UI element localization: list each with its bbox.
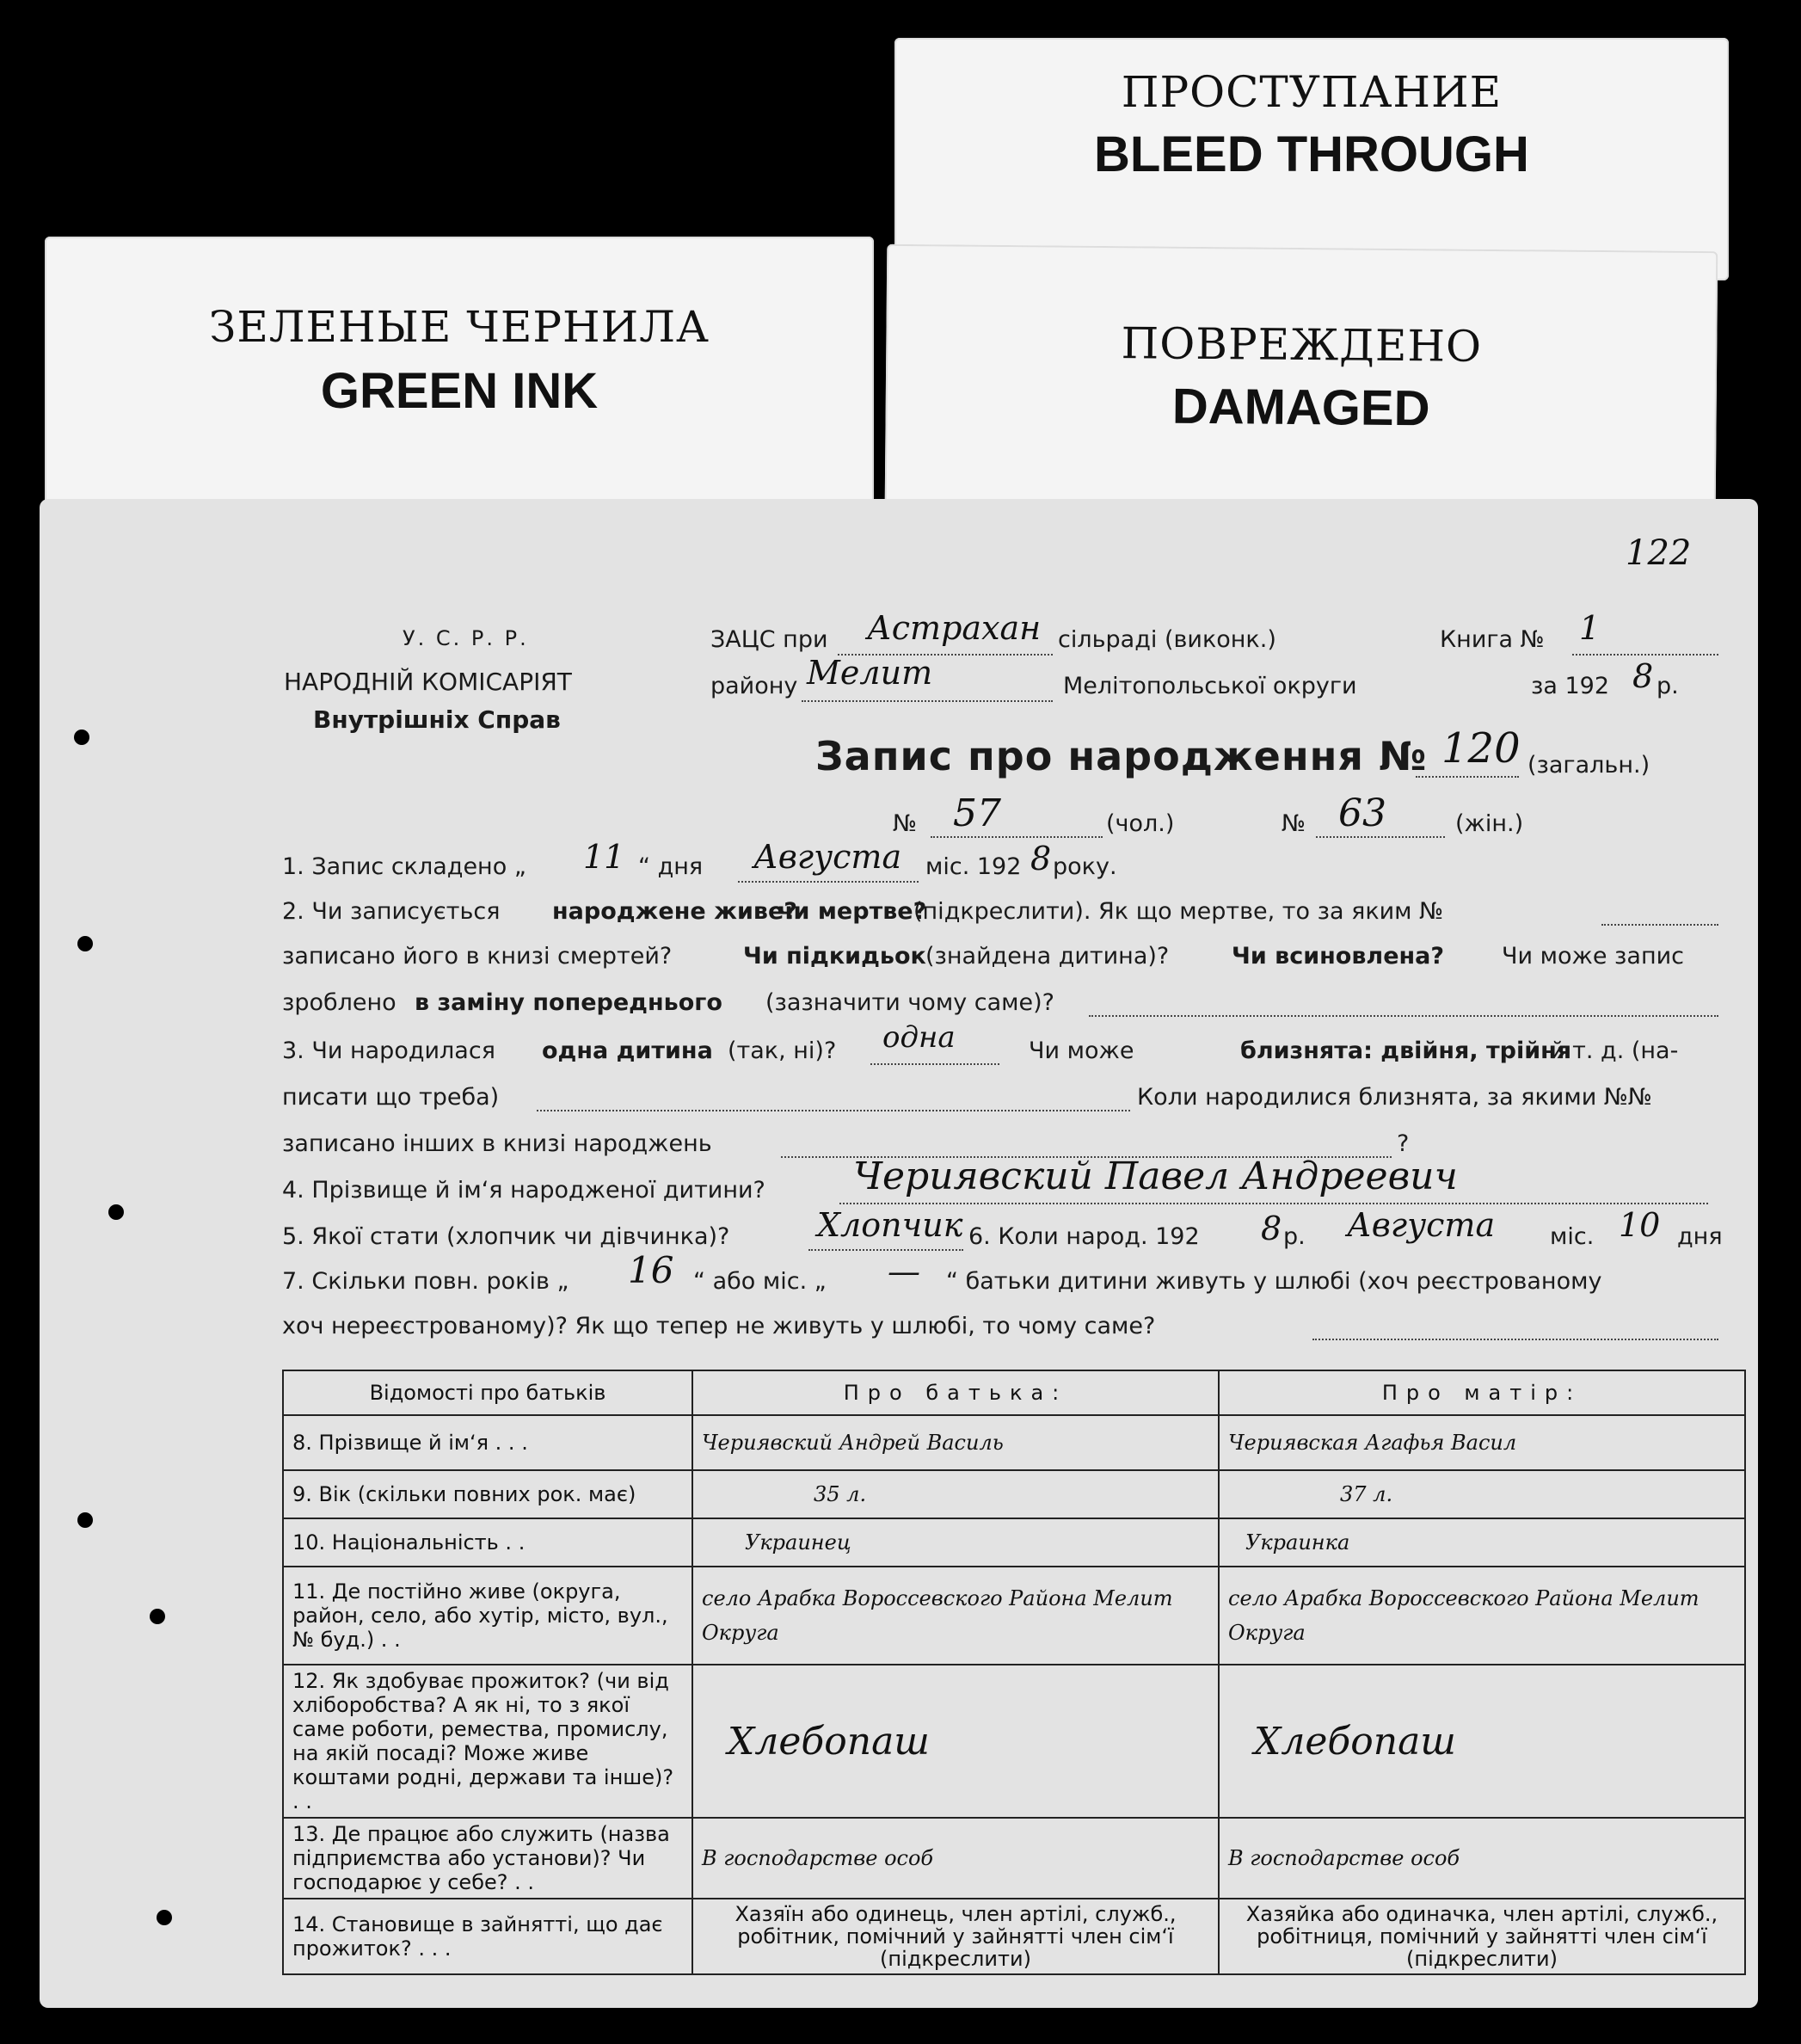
q2-l1b: народжене живе? (552, 898, 797, 925)
district-value: Мелит (807, 654, 933, 692)
q1-month: Августа (753, 838, 902, 876)
green-ink-card (45, 237, 874, 520)
year-value: 8 (1632, 657, 1654, 695)
father-occupation-status: Хазяїн або одинець, член артілі, служб., робітник, помічний у зайнятті член сім‘ї (підкреслити) (692, 1899, 1219, 1974)
state-abbr: У. С. Р. Р. (403, 626, 529, 650)
q3-l1a: 3. Чи народилася (282, 1037, 495, 1064)
q6-mis: міс. (1550, 1223, 1595, 1250)
q7-part-c: “ батьки дитини живуть у шлюбі (хоч реєстрованому (946, 1268, 1602, 1295)
q3-l1f: й т. д. (на- (1550, 1037, 1679, 1064)
table-row (283, 1818, 1745, 1899)
q1-part-d: року. (1053, 853, 1117, 880)
q4-label: 4. Прізвище й ім‘я народженої дитини? (282, 1177, 765, 1204)
table-header-cell: Про батька: (692, 1370, 1219, 1415)
q6-label: 6. Коли народ. 192 (968, 1223, 1200, 1250)
q2-l3c: (зазначити чому саме)? (765, 989, 1054, 1016)
q3-l2a: писати що треба) (282, 1084, 500, 1111)
record-general: (загальн.) (1527, 752, 1650, 779)
okruha-label: Мелітопольської округи (1063, 673, 1357, 699)
male-no-suffix: (чол.) (1106, 810, 1175, 837)
punch-hole (77, 936, 93, 951)
card-label-ru: ПОВРЕЖДЕНО (1121, 318, 1483, 372)
fill-line (808, 1249, 963, 1251)
q5-label: 5. Якої стати (хлопчик чи дівчинка)? (282, 1223, 730, 1250)
q2-l2e: Чи може запис (1502, 943, 1684, 970)
row-label: 14. Становище в зайнятті, що дає прожиток? . . . (283, 1899, 692, 1974)
q1-part-c: міс. 192 (925, 853, 1022, 880)
father-value: Украинец (692, 1518, 1219, 1567)
row-label: 11. Де постійно живе (округа, район, село, або хутір, місто, вул., № буд.) . . (283, 1567, 692, 1665)
table-row (283, 1567, 1745, 1665)
q3-l2b: Коли народилися близнята, за якими №№ (1137, 1084, 1653, 1111)
q3-l1b: одна дитина (542, 1037, 713, 1064)
q3-l3b: ? (1397, 1130, 1410, 1157)
mother-value: Украинка (1219, 1518, 1745, 1567)
district-prefix: району (710, 673, 798, 699)
card-label-ru: ПРОСТУПАНИЕ (1121, 67, 1503, 117)
female-no-value: 63 (1338, 791, 1386, 835)
mother-value: Чериявская Агафья Васил (1219, 1415, 1745, 1470)
q6-r: р. (1283, 1223, 1306, 1250)
q2-l1d: (підкреслити). Як що мертве, то за яким № (913, 898, 1444, 925)
fill-line (738, 881, 919, 883)
record-number: 120 (1441, 724, 1521, 773)
fill-line (802, 700, 1053, 702)
fill-line (1601, 924, 1718, 926)
male-no-value: 57 (953, 791, 1001, 835)
table-row (283, 1899, 1745, 1974)
fill-line (931, 836, 1103, 838)
punch-hole (108, 1204, 124, 1220)
fill-line (1312, 1339, 1718, 1340)
punch-hole (150, 1609, 165, 1624)
row-label: 10. Національність . . (283, 1518, 692, 1567)
q7-months: — (888, 1253, 920, 1290)
commissariat: НАРОДНІЙ КОМІСАРІЯТ (284, 668, 572, 696)
female-no-suffix: (жін.) (1455, 810, 1524, 837)
year-prefix: за 192 (1531, 673, 1610, 699)
male-no-label: № (893, 810, 918, 837)
row-label: 8. Прізвище й ім‘я . . . (283, 1415, 692, 1470)
q3-l1e: близнята: двійня, трійня (1240, 1037, 1572, 1064)
father-value: 35 л. (692, 1470, 1219, 1518)
fill-line (1416, 776, 1519, 778)
row-label: 13. Де працює або служить (назва підприємства або установи)? Чи господарює у себе? . . (283, 1818, 692, 1899)
record-title: Запис про народження № (815, 733, 1428, 779)
table-row (283, 1470, 1745, 1518)
row-label: 12. Як здобуває прожиток? (чи від хліборобства? А як ні, то з якої саме роботи, ремества, промислу, на якій посаді? Може живе коштами родні, держави та інше)? . . (283, 1665, 692, 1818)
department: Внутрішніх Справ (313, 705, 561, 734)
book-label: Книга № (1440, 626, 1545, 653)
card-label-ru: ЗЕЛЕНЫЕ ЧЕРНИЛА (209, 302, 710, 352)
punch-hole (157, 1910, 172, 1925)
mother-value: В господарстве особ (1219, 1818, 1745, 1899)
row-label: 9. Вік (скільки повних рок. має) (283, 1470, 692, 1518)
damaged-card (885, 244, 1718, 511)
fill-line (1089, 1015, 1718, 1017)
q2-l2b: Чи підкидьок (743, 943, 926, 970)
q1-year: 8 (1030, 840, 1052, 877)
q3-l1c: (так, ні)? (728, 1037, 837, 1064)
punch-hole (77, 1512, 93, 1528)
fill-line (839, 1203, 1708, 1204)
q5-value: Хлопчик (817, 1206, 963, 1244)
q2-l1a: 2. Чи записується (282, 898, 501, 925)
q2-l3b: в заміну попереднього (415, 989, 722, 1016)
q6-year: 8 (1261, 1210, 1282, 1247)
q1-part-a: 1. Запис складено „ (282, 853, 526, 880)
q2-l2c: (знайдена дитина)? (925, 943, 1170, 970)
q7-part-a: 7. Скільки повн. років „ (282, 1268, 569, 1295)
q6-month: Августа (1347, 1206, 1496, 1244)
book-value: 1 (1579, 609, 1601, 647)
fill-line (1316, 836, 1445, 838)
q3-l1d: Чи може (1029, 1037, 1134, 1064)
q1-part-b: “ дня (638, 853, 704, 880)
q4-value: Чериявский Павел Андреевич (853, 1154, 1458, 1198)
table-header-cell: Відомості про батьків (283, 1370, 692, 1415)
q2-l1c: чи мертве? (778, 898, 927, 925)
table-header-row (283, 1370, 1745, 1415)
card-label-en: BLEED THROUGH (1094, 126, 1529, 182)
table-row (283, 1415, 1745, 1470)
zags-value: Астрахан (867, 609, 1042, 647)
q6-dnya: дня (1677, 1223, 1723, 1250)
mother-value: село Арабка Вороссевского Района Мелит Округа (1219, 1567, 1745, 1665)
fill-line (1572, 654, 1718, 656)
bleed-through-card (894, 38, 1729, 280)
q7-years: 16 (628, 1249, 674, 1291)
female-no-label: № (1282, 810, 1306, 837)
table-row (283, 1518, 1745, 1567)
fill-line (537, 1110, 1130, 1111)
father-value: село Арабка Вороссевского Района Мелит Округа (692, 1567, 1219, 1665)
father-value: Чериявский Андрей Василь (692, 1415, 1219, 1470)
q2-l3a: зроблено (282, 989, 396, 1016)
father-value: В господарстве особ (692, 1818, 1219, 1899)
parents-table (282, 1370, 1746, 1975)
card-label-en: DAMAGED (1171, 378, 1430, 437)
q6-day: 10 (1619, 1206, 1661, 1244)
page-number: 122 (1626, 533, 1692, 573)
q2-l2d: Чи всиновлена? (1232, 943, 1445, 970)
selrada-label: сільраді (виконк.) (1058, 626, 1276, 653)
mother-value: Хлебопаш (1219, 1665, 1745, 1818)
table-row (283, 1665, 1745, 1818)
q3-l3a: записано інших в книзі народжень (282, 1130, 712, 1157)
q2-l2a: записано його в книзі смертей? (282, 943, 673, 970)
mother-occupation-status: Хазяйка або одиначка, член артілі, служб., робітниця, помічний у зайнятті член сім‘ї (підкреслити) (1219, 1899, 1745, 1974)
father-value: Хлебопаш (692, 1665, 1219, 1818)
mother-value: 37 л. (1219, 1470, 1745, 1518)
q7-part-b: “ або міс. „ (693, 1268, 827, 1295)
q3-value: одна (882, 1020, 956, 1055)
year-suffix: р. (1657, 673, 1679, 699)
punch-hole (74, 730, 89, 745)
fill-line (870, 1063, 999, 1065)
card-label-en: GREEN INK (320, 363, 599, 419)
table-header-cell: Про матір: (1219, 1370, 1745, 1415)
birth-record-form (40, 499, 1758, 2008)
q7-line2: хоч нереєстрованому)? Як що тепер не живуть у шлюбі, то чому саме? (282, 1313, 1156, 1339)
q1-day: 11 (583, 838, 625, 876)
zags-prefix: ЗАЦС при (710, 626, 828, 653)
